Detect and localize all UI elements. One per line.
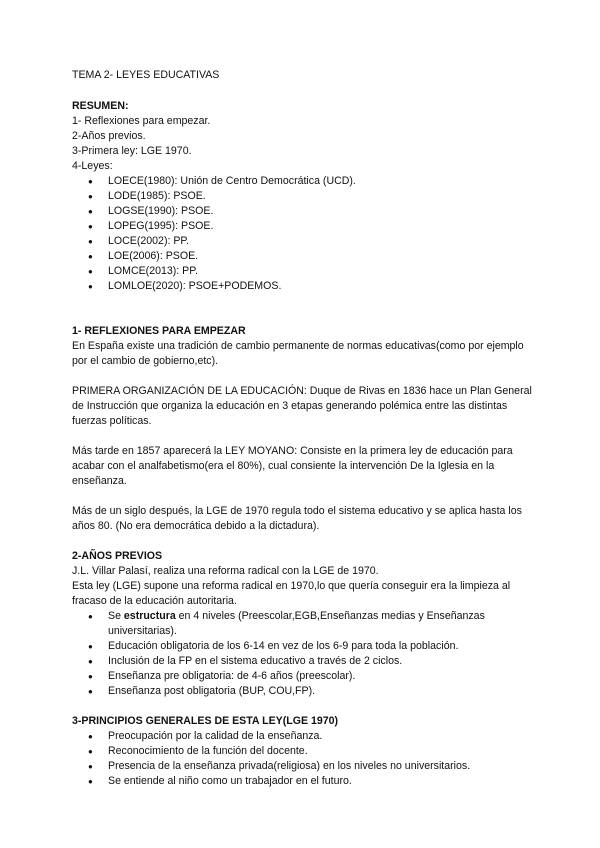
resumen-heading: RESUMEN: — [72, 100, 129, 112]
section1-paragraph: En España existe una tradición de cambio permanente de normas educativas(como por ejemplo por el cambio de gobierno,etc). — [72, 340, 524, 367]
bullet-bold-text: estructura — [123, 610, 176, 622]
section2-bullet: ● Inclusión de la FP en el sistema educativo a través de 2 ciclos. — [72, 654, 532, 669]
section3-bullet: ● Se entiende al niño como un trabajador en el futuro. — [72, 774, 532, 789]
resumen-item: 3-Primera ley: LGE 1970. — [72, 145, 192, 157]
section2-bullet — [72, 609, 532, 639]
section1-heading: 1- REFLEXIONES PARA EMPEZAR — [72, 325, 246, 337]
leyes-list — [72, 174, 532, 294]
resumen-item: 1- Reflexiones para empezar. — [72, 115, 211, 127]
ley-item: ● LOGSE(1990): PSOE. — [72, 204, 532, 219]
bullet-text: en 4 niveles (Preescolar,EGB,Enseñanzas medias y Enseñanzas universitarias). — [108, 610, 485, 637]
section2-heading: 2-AÑOS PREVIOS — [72, 550, 163, 562]
section3-bullet: ● Presencia de la enseñanza privada(religiosa) en los niveles no universitarios. — [72, 759, 532, 774]
spacer — [72, 294, 532, 309]
section2-paragraph: J.L. Villar Palasí, realiza una reforma radical con la LGE de 1970. — [72, 565, 379, 577]
ley-item: ● LOMCE(2013): PP. — [72, 264, 532, 279]
section2-bullet: ● Enseñanza pre obligatoria: de 4-6 años (preescolar). — [72, 669, 532, 684]
spacer — [72, 309, 532, 324]
spacer — [72, 699, 532, 714]
ley-item: ● LOCE(2002): PP. — [72, 234, 532, 249]
section2-list — [72, 609, 532, 699]
section1-paragraph: Más de un siglo después, la LGE de 1970 regula todo el sistema educativo y se aplica hasta los años 80. (No era democrática debido a la dictadura). — [72, 505, 522, 532]
resumen-item: 2-Años previos. — [72, 130, 146, 142]
section2-bullet: ● Educación obligatoria de los 6-14 en vez de los 6-9 para toda la población. — [72, 639, 532, 654]
resumen-item: 4-Leyes: — [72, 160, 113, 172]
ley-item: ● LODE(1985): PSOE. — [72, 189, 532, 204]
section2-paragraph: Esta ley (LGE) supone una reforma radical en 1970,lo que quería conseguir era la limpieza al fracaso de la educación autoritaria. — [72, 580, 511, 607]
ley-item: ● LOE(2006): PSOE. — [72, 249, 532, 264]
section3-bullet: ● Reconocimiento de la función del docente. — [72, 744, 532, 759]
spacer — [72, 534, 532, 549]
section1-paragraph: PRIMERA ORGANIZACIÓN DE LA EDUCACIÓN: Duque de Rivas en 1836 hace un Plan General de Instrucción que organiza la educación en 3 etapas generando polémica entre las distintas fuerzas políticas. — [72, 385, 532, 427]
ley-item: ● LOMLOE(2020): PSOE+PODEMOS. — [72, 279, 532, 294]
document-title: TEMA 2- LEYES EDUCATIVAS — [72, 69, 220, 81]
spacer — [72, 489, 532, 504]
document-body — [72, 68, 532, 789]
section1-paragraph: Más tarde en 1857 aparecerá la LEY MOYANO: Consiste en la primera ley de educación para acabar con el analfabetismo(era el 80%), cual consiente la intervención De la Iglesia en la enseñanza. — [72, 445, 513, 487]
spacer — [72, 429, 532, 444]
section2-bullet: ● Enseñanza post obligatoria (BUP, COU,FP). — [72, 684, 532, 699]
section3-list — [72, 729, 532, 789]
section3-heading: 3-PRINCIPIOS GENERALES DE ESTA LEY(LGE 1970) — [72, 715, 339, 727]
ley-item: ● LOPEG(1995): PSOE. — [72, 219, 532, 234]
spacer — [72, 369, 532, 384]
bullet-text: Se — [108, 610, 124, 622]
ley-item: ● LOECE(1980): Unión de Centro Democrática (UCD). — [72, 174, 532, 189]
section3-bullet: ● Preocupación por la calidad de la enseñanza. — [72, 729, 532, 744]
